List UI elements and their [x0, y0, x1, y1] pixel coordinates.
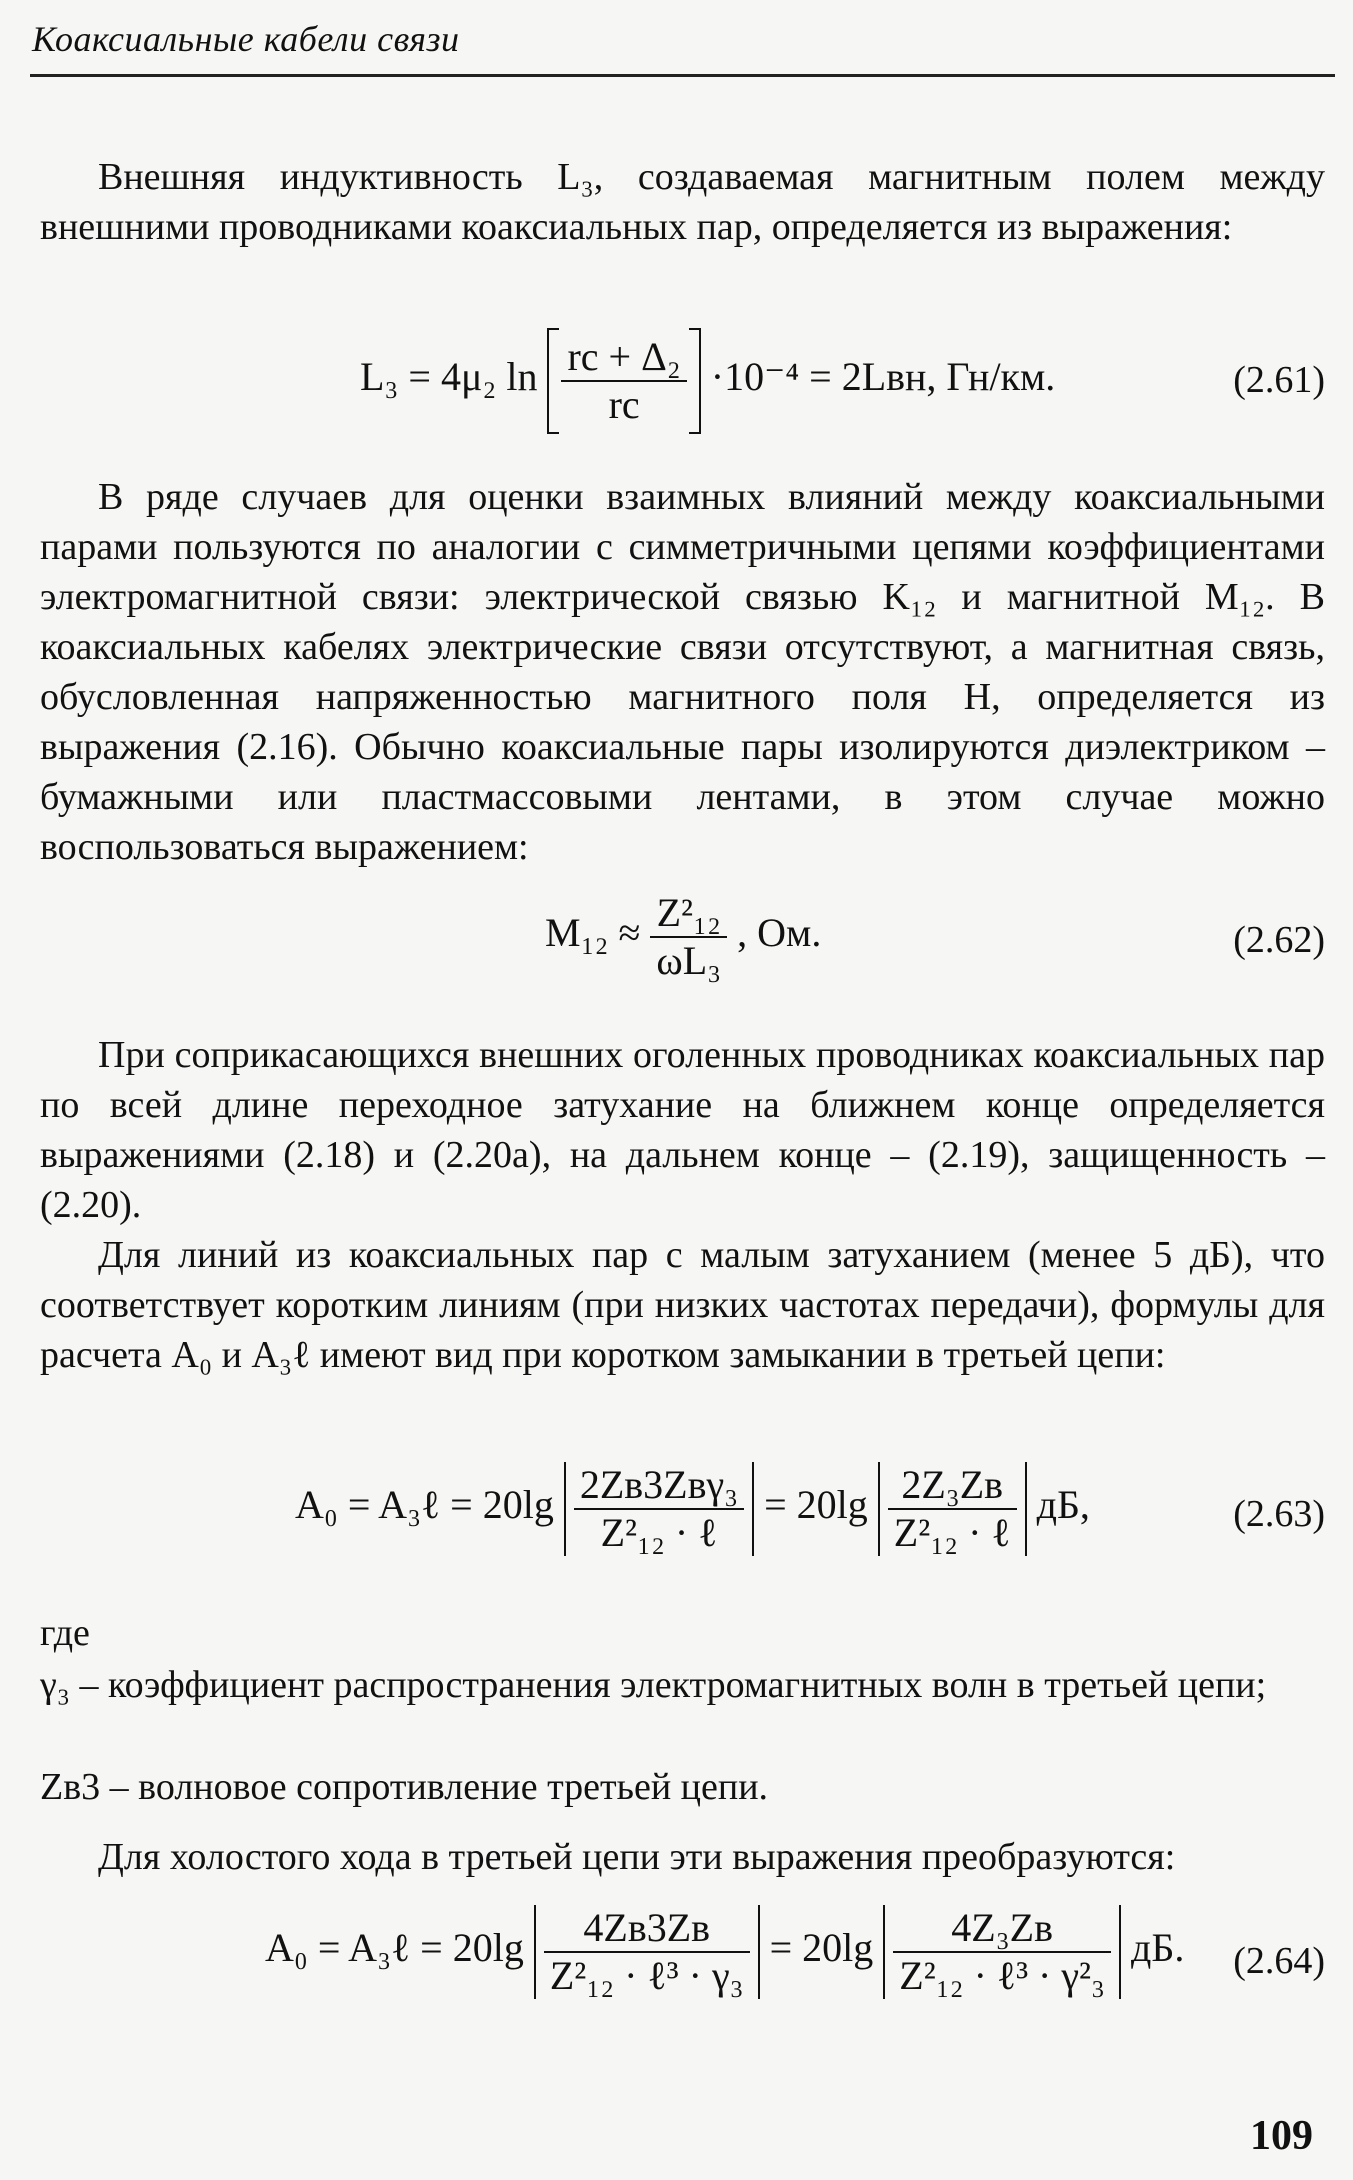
eq3-fraction-2	[888, 1462, 1017, 1556]
where-label: где	[40, 1612, 90, 1654]
eq1-numerator: rc + Δ₂	[561, 334, 686, 382]
paragraph-4: Для линий из коаксиальных пар с малым затуханием (менее 5 дБ), что соответствует коротким линиям (при низких частотах передачи), формулы для расчета A₀ и A₃ℓ имеют вид при коротком замыкании в третьей цепи:	[40, 1234, 1325, 1376]
eq4-numerator-1: 4Zв3Zв	[544, 1905, 750, 1953]
paragraph-1: Внешняя индуктивность L₃, создаваемая магнитным полем между внешними проводниками коаксиальных пар, определяется из выражения:	[40, 156, 1325, 248]
eq3-number: (2.63)	[1233, 1493, 1325, 1535]
equation-2-62	[40, 890, 1325, 1000]
eq3-abs-2	[878, 1462, 1027, 1556]
eq1-fraction	[561, 334, 686, 428]
eq3-numerator-2: 2Z₃Zв	[888, 1462, 1017, 1510]
eq2-rhs: , Ом.	[737, 910, 822, 956]
eq1-bracket	[547, 334, 700, 428]
eq4-abs-2	[883, 1905, 1121, 1999]
paragraph-2: В ряде случаев для оценки взаимных влияний между коаксиальными парами пользуются по аналогии с симметричными цепями коэффициентами электромагнитной связи: электрической связью K₁₂ и магнитной M₁₂. В коаксиальных кабелях электрические связи отсутствуют, а магнитная связь, обусловленная напряженностью магнитного поля H, определяется из выражения (2.16). Обычно коаксиальные пары изолируются диэлектриком – бумажными или пластмассовыми лентами, в этом случае можно воспользоваться выражением:	[40, 476, 1325, 868]
eq4-abs-1	[534, 1905, 760, 1999]
equation-2-63	[40, 1462, 1325, 1582]
eq1-denominator: rc	[608, 382, 640, 427]
eq4-numerator-2: 4Z₃Zв	[893, 1905, 1111, 1953]
eq4-mid: = 20lg	[769, 1925, 874, 1971]
paragraph-6: Для холостого хода в третьей цепи эти выражения преобразуются:	[98, 1836, 1176, 1878]
eq4-fraction-2	[893, 1905, 1111, 1999]
eq3-denominator-2: Z²₁₂ · ℓ	[893, 1510, 1011, 1555]
paragraph-3: При соприкасающихся внешних оголенных проводниках коаксиальных пар по всей длине переходное затухание на ближнем конце определяется выражениями (2.18) и (2.20а), на дальнем конце – (2.19), защищенность – (2.20).	[40, 1034, 1325, 1226]
eq2-number: (2.62)	[1233, 919, 1325, 961]
page-number: 109	[1250, 2113, 1313, 2159]
eq4-denominator-2: Z²₁₂ · ℓ³ · γ²₃	[899, 1953, 1105, 1998]
eq3-mid: = 20lg	[764, 1482, 868, 1528]
eq4-denominator-1: Z²₁₂ · ℓ³ · γ₃	[549, 1953, 744, 1998]
eq3-numerator-1: 2Zв3Zвγ₃	[574, 1462, 744, 1510]
eq1-lhs: L₃ = 4μ₂ ln	[360, 354, 538, 400]
running-title: Коаксиальные кабели связи	[32, 19, 460, 59]
eq1-number: (2.61)	[1233, 359, 1325, 401]
eq4-fraction-1	[544, 1905, 750, 1999]
eq2-numerator: Z²₁₂	[650, 890, 727, 938]
eq4-lhs: A₀ = A₃ℓ = 20lg	[265, 1925, 524, 1971]
eq2-fraction	[650, 890, 727, 984]
eq1-rhs: ·10⁻⁴ = 2Lвн, Гн/км.	[710, 354, 1056, 400]
equation-2-61	[40, 330, 1325, 440]
definition-zv3: Zв3 – волновое сопротивление третьей цепи.	[40, 1766, 769, 1808]
eq3-rhs: дБ,	[1036, 1482, 1090, 1528]
eq3-denominator-1: Z²₁₂ · ℓ	[600, 1510, 718, 1555]
eq3-lhs: A₀ = A₃ℓ = 20lg	[295, 1482, 554, 1528]
eq3-abs-1	[564, 1462, 754, 1556]
eq4-rhs: дБ.	[1131, 1925, 1185, 1971]
equation-2-64	[40, 1905, 1325, 2035]
eq3-fraction-1	[574, 1462, 744, 1556]
eq2-denominator: ωL₃	[656, 938, 722, 983]
eq4-number: (2.64)	[1233, 1940, 1325, 1982]
definition-gamma3: γ₃ – коэффициент распространения электромагнитных волн в третьей цепи;	[40, 1664, 1267, 1706]
eq2-lhs: M₁₂ ≈	[545, 910, 641, 956]
header-rule	[30, 74, 1335, 77]
